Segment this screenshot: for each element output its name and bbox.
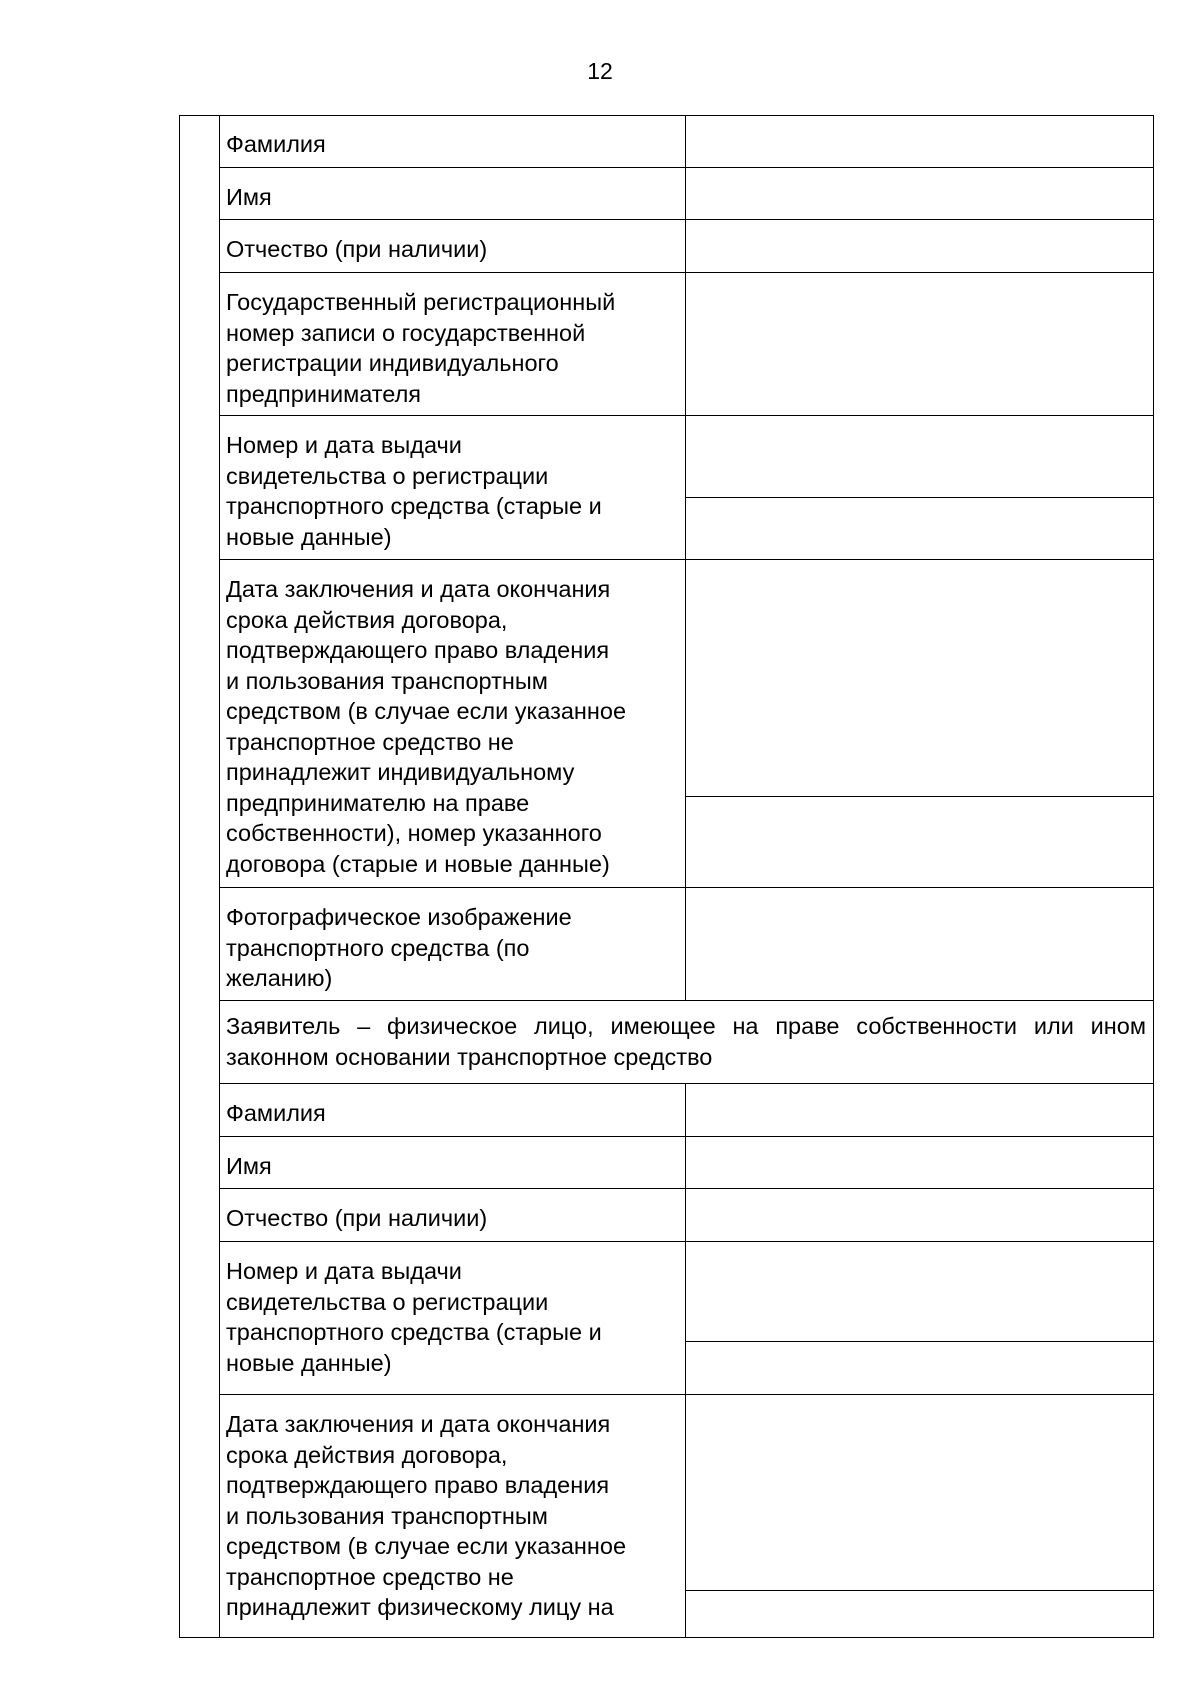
field-label: Государственный регистрационный номер записи о государственной регистрации индивидуального предпринимателя: [219, 273, 686, 415]
vehicle-photo-value-cell[interactable]: [686, 888, 1154, 1000]
row-ogrnip: [219, 273, 1154, 416]
ogrnip-value-cell[interactable]: [686, 273, 1154, 415]
field-label: Номер и дата выдачи свидетельства о регистрации транспортного средства (старые и новые данные): [219, 416, 686, 559]
row-first-name: [219, 168, 1154, 220]
registration-certificate-old-value-cell[interactable]: [686, 1242, 1154, 1342]
field-label: Отчество (при наличии): [219, 220, 686, 272]
registration-certificate-new-value-cell[interactable]: [686, 498, 1154, 560]
contract-new-value-cell[interactable]: [686, 1591, 1154, 1638]
registration-certificate-new-value-cell[interactable]: [686, 1342, 1154, 1395]
contract-new-value-cell[interactable]: [686, 797, 1154, 888]
field-label: Имя: [219, 1137, 686, 1188]
registration-certificate-old-value-cell[interactable]: [686, 416, 1154, 498]
patronymic-value-cell[interactable]: [686, 1189, 1154, 1241]
last-name-value-cell[interactable]: [686, 1084, 1154, 1136]
field-label: Имя: [219, 168, 686, 219]
last-name-value-cell[interactable]: [686, 115, 1154, 167]
first-name-value-cell[interactable]: [686, 1137, 1154, 1188]
row-vehicle-photo: [219, 888, 1154, 1001]
field-label: Дата заключения и дата окончания срока действия договора, подтверждающего право владения и пользования транспортным средством (в случае если указанное транспортное средство не принадлежит индивидуальному предпринимателю на праве собственности), номер указанного договора (старые и новые данные): [219, 560, 686, 887]
row-last-name: [219, 115, 1154, 168]
first-name-value-cell[interactable]: [686, 168, 1154, 219]
patronymic-value-cell[interactable]: [686, 220, 1154, 272]
row-registration-certificate: [219, 1242, 1154, 1395]
page-number: 12: [587, 58, 613, 84]
field-label: Дата заключения и дата окончания срока действия договора, подтверждающего право владения и пользования транспортным средством (в случае если указанное транспортное средство не принадлежит физическому лицу на: [219, 1395, 686, 1638]
section-header-individual-applicant: Заявитель – физическое лицо, имеющее на праве собственности или ином законном основании транспортное средство: [219, 1001, 1154, 1084]
row-contract-dates: [219, 560, 1154, 888]
field-label: Фотографическое изображение транспортного средства (по желанию): [219, 888, 686, 1000]
row-patronymic: [219, 1189, 1154, 1242]
field-label: Фамилия: [219, 1084, 686, 1136]
contract-old-value-cell[interactable]: [686, 560, 1154, 797]
row-first-name: [219, 1137, 1154, 1189]
contract-old-value-cell[interactable]: [686, 1395, 1154, 1591]
row-last-name: [219, 1084, 1154, 1137]
field-label: Отчество (при наличии): [219, 1189, 686, 1241]
row-registration-certificate: [219, 416, 1154, 560]
field-label: Номер и дата выдачи свидетельства о регистрации транспортного средства (старые и новые данные): [219, 1242, 686, 1394]
row-contract-dates: [219, 1395, 1154, 1638]
row-patronymic: [219, 220, 1154, 273]
field-label: Фамилия: [219, 115, 686, 167]
